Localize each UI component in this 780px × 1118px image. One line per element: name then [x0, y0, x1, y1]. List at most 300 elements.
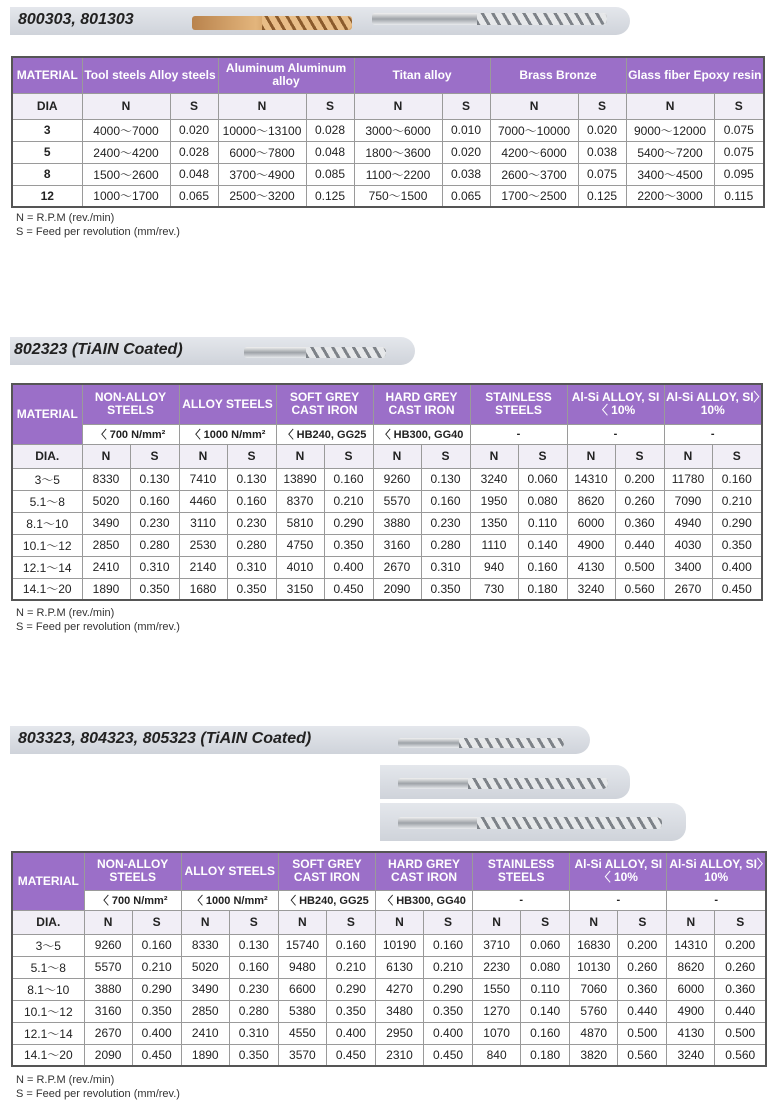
- feed-cell: 0.560: [715, 1044, 766, 1066]
- n-header: N: [276, 444, 324, 468]
- dia-header: DIA.: [12, 910, 84, 934]
- drill-bit-image: [398, 778, 608, 789]
- table-row: [12, 1022, 766, 1044]
- limit-none: -: [664, 424, 762, 444]
- rpm-cell: 3820: [570, 1044, 618, 1066]
- footnote-s: S = Feed per revolution (mm/rev.): [16, 621, 180, 633]
- rpm-cell: 16830: [570, 934, 618, 956]
- feed-cell: 0.020: [170, 119, 218, 141]
- n-header: N: [84, 910, 132, 934]
- rpm-cell: 6000: [567, 512, 615, 534]
- feed-cell: 0.350: [229, 1044, 278, 1066]
- drill-bit-silver-image: [372, 13, 607, 25]
- feed-cell: 0.160: [712, 468, 762, 490]
- rpm-cell: 2090: [84, 1044, 132, 1066]
- s-header: S: [324, 444, 373, 468]
- s-header: S: [132, 910, 181, 934]
- hardness-limit: 〈 HB240, GG25: [276, 424, 373, 444]
- s-header: S: [714, 93, 764, 119]
- feed-cell: 0.440: [715, 1000, 766, 1022]
- feed-cell: 0.360: [715, 978, 766, 1000]
- s-header: S: [424, 910, 473, 934]
- strength-limit: 〈 700 N/mm²: [82, 424, 179, 444]
- n-header: N: [490, 93, 578, 119]
- rpm-cell: 840: [473, 1044, 521, 1066]
- rpm-cell: 4750: [276, 534, 324, 556]
- rpm-cell: 1890: [181, 1044, 229, 1066]
- material-aluminum: Aluminum Aluminum alloy: [218, 57, 354, 93]
- hardness-limit: 〈 HB300, GG40: [373, 424, 470, 444]
- rpm-cell: 10190: [375, 934, 423, 956]
- feed-cell: 0.260: [618, 956, 667, 978]
- feed-cell: 0.440: [618, 1000, 667, 1022]
- rpm-cell: 1890: [82, 578, 130, 600]
- rpm-cell: 2850: [82, 534, 130, 556]
- material-soft-grey-cast-iron: SOFT GREY CAST IRON: [278, 852, 375, 890]
- feed-cell: 0.280: [421, 534, 470, 556]
- dia-cell: 5.1～8: [12, 956, 84, 978]
- material-hard-grey-cast-iron: HARD GREY CAST IRON: [373, 384, 470, 424]
- rpm-cell: 3000～6000: [354, 119, 442, 141]
- feed-cell: 0.065: [442, 185, 490, 207]
- rpm-cell: 4130: [567, 556, 615, 578]
- n-header: N: [278, 910, 326, 934]
- n-header: N: [82, 444, 130, 468]
- feed-cell: 0.140: [521, 1000, 570, 1022]
- feed-cell: 0.085: [306, 163, 354, 185]
- table-row: [12, 185, 764, 207]
- feed-cell: 0.110: [518, 512, 567, 534]
- feed-cell: 0.350: [324, 534, 373, 556]
- rpm-cell: 2200～3000: [626, 185, 714, 207]
- feed-cell: 0.075: [714, 119, 764, 141]
- feed-cell: 0.400: [326, 1022, 375, 1044]
- table-row: [12, 468, 762, 490]
- feed-cell: 0.360: [615, 512, 664, 534]
- feed-cell: 0.075: [578, 163, 626, 185]
- feed-cell: 0.280: [229, 1000, 278, 1022]
- rpm-cell: 3480: [375, 1000, 423, 1022]
- feed-cell: 0.500: [615, 556, 664, 578]
- rpm-cell: 4940: [664, 512, 712, 534]
- rpm-cell: 3150: [276, 578, 324, 600]
- n-header: N: [470, 444, 518, 468]
- s-header: S: [130, 444, 179, 468]
- feed-cell: 0.350: [326, 1000, 375, 1022]
- feed-cell: 0.400: [712, 556, 762, 578]
- rpm-cell: 7090: [664, 490, 712, 512]
- rpm-cell: 3700～4900: [218, 163, 306, 185]
- limit-none: -: [473, 890, 570, 910]
- rpm-cell: 14310: [667, 934, 715, 956]
- feed-cell: 0.310: [130, 556, 179, 578]
- material-alsi-high: Al-Si ALLOY, SI〉10%: [667, 852, 766, 890]
- rpm-cell: 2530: [179, 534, 227, 556]
- feed-cell: 0.160: [324, 468, 373, 490]
- s-header: S: [229, 910, 278, 934]
- rpm-cell: 5570: [373, 490, 421, 512]
- rpm-cell: 2950: [375, 1022, 423, 1044]
- n-header: N: [181, 910, 229, 934]
- feed-cell: 0.440: [615, 534, 664, 556]
- rpm-cell: 2230: [473, 956, 521, 978]
- cutting-data-table-1: [11, 56, 765, 208]
- feed-cell: 0.080: [521, 956, 570, 978]
- feed-cell: 0.160: [421, 490, 470, 512]
- s-header: S: [421, 444, 470, 468]
- material-alloy-steels: ALLOY STEELS: [181, 852, 278, 890]
- feed-cell: 0.310: [421, 556, 470, 578]
- feed-cell: 0.350: [424, 1000, 473, 1022]
- dia-cell: 12: [12, 185, 82, 207]
- feed-cell: 0.020: [442, 141, 490, 163]
- rpm-cell: 1800～3600: [354, 141, 442, 163]
- material-alsi-low: Al-Si ALLOY, SI〈 10%: [567, 384, 664, 424]
- cutting-data-table-2: [11, 383, 763, 601]
- section-2-title: 802323 (TiAIN Coated): [14, 341, 183, 358]
- feed-cell: 0.020: [578, 119, 626, 141]
- rpm-cell: 730: [470, 578, 518, 600]
- dia-cell: 14.1～20: [12, 1044, 84, 1066]
- dia-cell: 14.1～20: [12, 578, 82, 600]
- table-row: [12, 163, 764, 185]
- rpm-cell: 2090: [373, 578, 421, 600]
- dia-cell: 8.1～10: [12, 512, 82, 534]
- dia-cell: 3～5: [12, 468, 82, 490]
- feed-cell: 0.095: [714, 163, 764, 185]
- dia-header: DIA.: [12, 444, 82, 468]
- feed-cell: 0.350: [132, 1000, 181, 1022]
- n-header: N: [667, 910, 715, 934]
- n-header: N: [179, 444, 227, 468]
- material-header: MATERIAL: [12, 57, 82, 93]
- n-header: N: [354, 93, 442, 119]
- rpm-cell: 14310: [567, 468, 615, 490]
- feed-cell: 0.310: [227, 556, 276, 578]
- dia-cell: 3～5: [12, 934, 84, 956]
- feed-cell: 0.260: [715, 956, 766, 978]
- n-header: N: [218, 93, 306, 119]
- feed-cell: 0.160: [326, 934, 375, 956]
- hardness-limit: 〈 HB300, GG40: [375, 890, 472, 910]
- rpm-cell: 8620: [667, 956, 715, 978]
- dia-cell: 8.1～10: [12, 978, 84, 1000]
- rpm-cell: 6130: [375, 956, 423, 978]
- material-non-alloy-steels: NON-ALLOY STEELS: [84, 852, 181, 890]
- feed-cell: 0.130: [421, 468, 470, 490]
- feed-cell: 0.210: [424, 956, 473, 978]
- dia-cell: 3: [12, 119, 82, 141]
- rpm-cell: 2140: [179, 556, 227, 578]
- rpm-cell: 3240: [667, 1044, 715, 1066]
- rpm-cell: 5020: [82, 490, 130, 512]
- dia-cell: 5.1～8: [12, 490, 82, 512]
- feed-cell: 0.160: [130, 490, 179, 512]
- rpm-cell: 6000～7800: [218, 141, 306, 163]
- rpm-cell: 5810: [276, 512, 324, 534]
- feed-cell: 0.290: [324, 512, 373, 534]
- footnote-s: S = Feed per revolution (mm/rev.): [16, 1088, 180, 1100]
- material-titan-alloy: Titan alloy: [354, 57, 490, 93]
- rpm-cell: 7000～10000: [490, 119, 578, 141]
- rpm-cell: 5400～7200: [626, 141, 714, 163]
- feed-cell: 0.560: [615, 578, 664, 600]
- rpm-cell: 2410: [181, 1022, 229, 1044]
- feed-cell: 0.360: [618, 978, 667, 1000]
- feed-cell: 0.210: [326, 956, 375, 978]
- feed-cell: 0.450: [132, 1044, 181, 1066]
- rpm-cell: 4130: [667, 1022, 715, 1044]
- feed-cell: 0.180: [518, 578, 567, 600]
- feed-cell: 0.160: [229, 956, 278, 978]
- feed-cell: 0.115: [714, 185, 764, 207]
- feed-cell: 0.230: [130, 512, 179, 534]
- dia-cell: 12.1～14: [12, 1022, 84, 1044]
- s-header: S: [618, 910, 667, 934]
- rpm-cell: 8620: [567, 490, 615, 512]
- feed-cell: 0.290: [712, 512, 762, 534]
- rpm-cell: 9260: [84, 934, 132, 956]
- dia-header: DIA: [12, 93, 82, 119]
- rpm-cell: 3880: [373, 512, 421, 534]
- feed-cell: 0.160: [521, 1022, 570, 1044]
- rpm-cell: 6600: [278, 978, 326, 1000]
- rpm-cell: 1550: [473, 978, 521, 1000]
- n-header: N: [473, 910, 521, 934]
- feed-cell: 0.450: [712, 578, 762, 600]
- table-row: [12, 119, 764, 141]
- rpm-cell: 9000～12000: [626, 119, 714, 141]
- rpm-cell: 7410: [179, 468, 227, 490]
- feed-cell: 0.200: [615, 468, 664, 490]
- material-hard-grey-cast-iron: HARD GREY CAST IRON: [375, 852, 472, 890]
- feed-cell: 0.500: [715, 1022, 766, 1044]
- rpm-cell: 4550: [278, 1022, 326, 1044]
- limit-none: -: [567, 424, 664, 444]
- table-row: [12, 978, 766, 1000]
- feed-cell: 0.160: [424, 934, 473, 956]
- material-header: MATERIAL: [12, 852, 84, 910]
- feed-cell: 0.038: [578, 141, 626, 163]
- feed-cell: 0.230: [229, 978, 278, 1000]
- material-brass-bronze: Brass Bronze: [490, 57, 626, 93]
- feed-cell: 0.560: [618, 1044, 667, 1066]
- footnote-n: N = R.P.M (rev./min): [16, 1074, 115, 1086]
- rpm-cell: 8330: [181, 934, 229, 956]
- dia-cell: 8: [12, 163, 82, 185]
- dia-cell: 10.1～12: [12, 534, 82, 556]
- limit-none: -: [570, 890, 667, 910]
- rpm-cell: 1700～2500: [490, 185, 578, 207]
- s-header: S: [326, 910, 375, 934]
- rpm-cell: 940: [470, 556, 518, 578]
- rpm-cell: 1680: [179, 578, 227, 600]
- rpm-cell: 1000～1700: [82, 185, 170, 207]
- section-3-title: 803323, 804323, 805323 (TiAIN Coated): [18, 730, 312, 747]
- table-row: [12, 490, 762, 512]
- rpm-cell: 2410: [82, 556, 130, 578]
- material-non-alloy-steels: NON-ALLOY STEELS: [82, 384, 179, 424]
- rpm-cell: 5570: [84, 956, 132, 978]
- s-header: S: [615, 444, 664, 468]
- table-row: [12, 578, 762, 600]
- rpm-cell: 3570: [278, 1044, 326, 1066]
- rpm-cell: 2310: [375, 1044, 423, 1066]
- rpm-cell: 2500～3200: [218, 185, 306, 207]
- feed-cell: 0.450: [424, 1044, 473, 1066]
- rpm-cell: 13890: [276, 468, 324, 490]
- rpm-cell: 10000～13100: [218, 119, 306, 141]
- drill-bit-image: [244, 347, 386, 358]
- rpm-cell: 2600～3700: [490, 163, 578, 185]
- feed-cell: 0.280: [130, 534, 179, 556]
- n-header: N: [373, 444, 421, 468]
- feed-cell: 0.038: [442, 163, 490, 185]
- material-header: MATERIAL: [12, 384, 82, 444]
- feed-cell: 0.048: [306, 141, 354, 163]
- rpm-cell: 1500～2600: [82, 163, 170, 185]
- rpm-cell: 5020: [181, 956, 229, 978]
- rpm-cell: 7060: [570, 978, 618, 1000]
- drill-bit-gold-image: [192, 16, 352, 30]
- rpm-cell: 5380: [278, 1000, 326, 1022]
- feed-cell: 0.350: [421, 578, 470, 600]
- feed-cell: 0.210: [132, 956, 181, 978]
- feed-cell: 0.400: [424, 1022, 473, 1044]
- feed-cell: 0.200: [715, 934, 766, 956]
- s-header: S: [518, 444, 567, 468]
- rpm-cell: 4270: [375, 978, 423, 1000]
- feed-cell: 0.160: [518, 556, 567, 578]
- strength-limit: 〈 1000 N/mm²: [179, 424, 276, 444]
- limit-none: -: [470, 424, 567, 444]
- rpm-cell: 2670: [373, 556, 421, 578]
- feed-cell: 0.400: [324, 556, 373, 578]
- s-header: S: [170, 93, 218, 119]
- feed-cell: 0.160: [227, 490, 276, 512]
- n-header: N: [664, 444, 712, 468]
- feed-cell: 0.080: [518, 490, 567, 512]
- dia-cell: 5: [12, 141, 82, 163]
- rpm-cell: 3160: [84, 1000, 132, 1022]
- rpm-cell: 15740: [278, 934, 326, 956]
- rpm-cell: 3710: [473, 934, 521, 956]
- table-row: [12, 556, 762, 578]
- rpm-cell: 4010: [276, 556, 324, 578]
- limit-none: -: [667, 890, 766, 910]
- rpm-cell: 1350: [470, 512, 518, 534]
- feed-cell: 0.060: [518, 468, 567, 490]
- footnote-n: N = R.P.M (rev./min): [16, 212, 115, 224]
- rpm-cell: 2400～4200: [82, 141, 170, 163]
- strength-limit: 〈 700 N/mm²: [84, 890, 181, 910]
- n-header: N: [82, 93, 170, 119]
- s-header: S: [442, 93, 490, 119]
- feed-cell: 0.350: [130, 578, 179, 600]
- feed-cell: 0.290: [132, 978, 181, 1000]
- rpm-cell: 8370: [276, 490, 324, 512]
- footnote-n: N = R.P.M (rev./min): [16, 607, 115, 619]
- feed-cell: 0.500: [618, 1022, 667, 1044]
- feed-cell: 0.350: [712, 534, 762, 556]
- feed-cell: 0.290: [424, 978, 473, 1000]
- rpm-cell: 5760: [570, 1000, 618, 1022]
- cutting-data-table-3: [11, 851, 767, 1067]
- s-header: S: [306, 93, 354, 119]
- rpm-cell: 4900: [667, 1000, 715, 1022]
- rpm-cell: 1110: [470, 534, 518, 556]
- feed-cell: 0.350: [227, 578, 276, 600]
- footnote-s: S = Feed per revolution (mm/rev.): [16, 226, 180, 238]
- rpm-cell: 3400: [664, 556, 712, 578]
- feed-cell: 0.160: [132, 934, 181, 956]
- table-row: [12, 956, 766, 978]
- feed-cell: 0.048: [170, 163, 218, 185]
- n-header: N: [570, 910, 618, 934]
- material-alloy-steels: ALLOY STEELS: [179, 384, 276, 424]
- table-row: [12, 534, 762, 556]
- table-row: [12, 1044, 766, 1066]
- table-row: [12, 141, 764, 163]
- feed-cell: 0.210: [324, 490, 373, 512]
- rpm-cell: 9260: [373, 468, 421, 490]
- feed-cell: 0.065: [170, 185, 218, 207]
- rpm-cell: 8330: [82, 468, 130, 490]
- rpm-cell: 3160: [373, 534, 421, 556]
- feed-cell: 0.450: [324, 578, 373, 600]
- s-header: S: [715, 910, 766, 934]
- rpm-cell: 2670: [664, 578, 712, 600]
- rpm-cell: 1070: [473, 1022, 521, 1044]
- rpm-cell: 2850: [181, 1000, 229, 1022]
- s-header: S: [712, 444, 762, 468]
- rpm-cell: 3240: [567, 578, 615, 600]
- table-row: [12, 934, 766, 956]
- rpm-cell: 4000～7000: [82, 119, 170, 141]
- feed-cell: 0.125: [578, 185, 626, 207]
- rpm-cell: 2670: [84, 1022, 132, 1044]
- material-alsi-high: Al-Si ALLOY, SI〉10%: [664, 384, 762, 424]
- drill-bit-image: [398, 738, 564, 748]
- material-tool-steels: Tool steels Alloy steels: [82, 57, 218, 93]
- feed-cell: 0.210: [712, 490, 762, 512]
- feed-cell: 0.060: [521, 934, 570, 956]
- rpm-cell: 3400～4500: [626, 163, 714, 185]
- material-stainless-steels: STAINLESS STEELS: [470, 384, 567, 424]
- rpm-cell: 1100～2200: [354, 163, 442, 185]
- rpm-cell: 11780: [664, 468, 712, 490]
- strength-limit: 〈 1000 N/mm²: [181, 890, 278, 910]
- s-header: S: [521, 910, 570, 934]
- rpm-cell: 750～1500: [354, 185, 442, 207]
- drill-bit-image: [398, 817, 662, 829]
- feed-cell: 0.290: [326, 978, 375, 1000]
- rpm-cell: 4200～6000: [490, 141, 578, 163]
- rpm-cell: 4900: [567, 534, 615, 556]
- material-alsi-low: Al-Si ALLOY, SI〈 10%: [570, 852, 667, 890]
- rpm-cell: 3240: [470, 468, 518, 490]
- n-header: N: [375, 910, 423, 934]
- feed-cell: 0.028: [170, 141, 218, 163]
- feed-cell: 0.450: [326, 1044, 375, 1066]
- rpm-cell: 3490: [181, 978, 229, 1000]
- feed-cell: 0.130: [229, 934, 278, 956]
- feed-cell: 0.075: [714, 141, 764, 163]
- rpm-cell: 1270: [473, 1000, 521, 1022]
- rpm-cell: 4460: [179, 490, 227, 512]
- hardness-limit: 〈 HB240, GG25: [278, 890, 375, 910]
- dia-cell: 12.1～14: [12, 556, 82, 578]
